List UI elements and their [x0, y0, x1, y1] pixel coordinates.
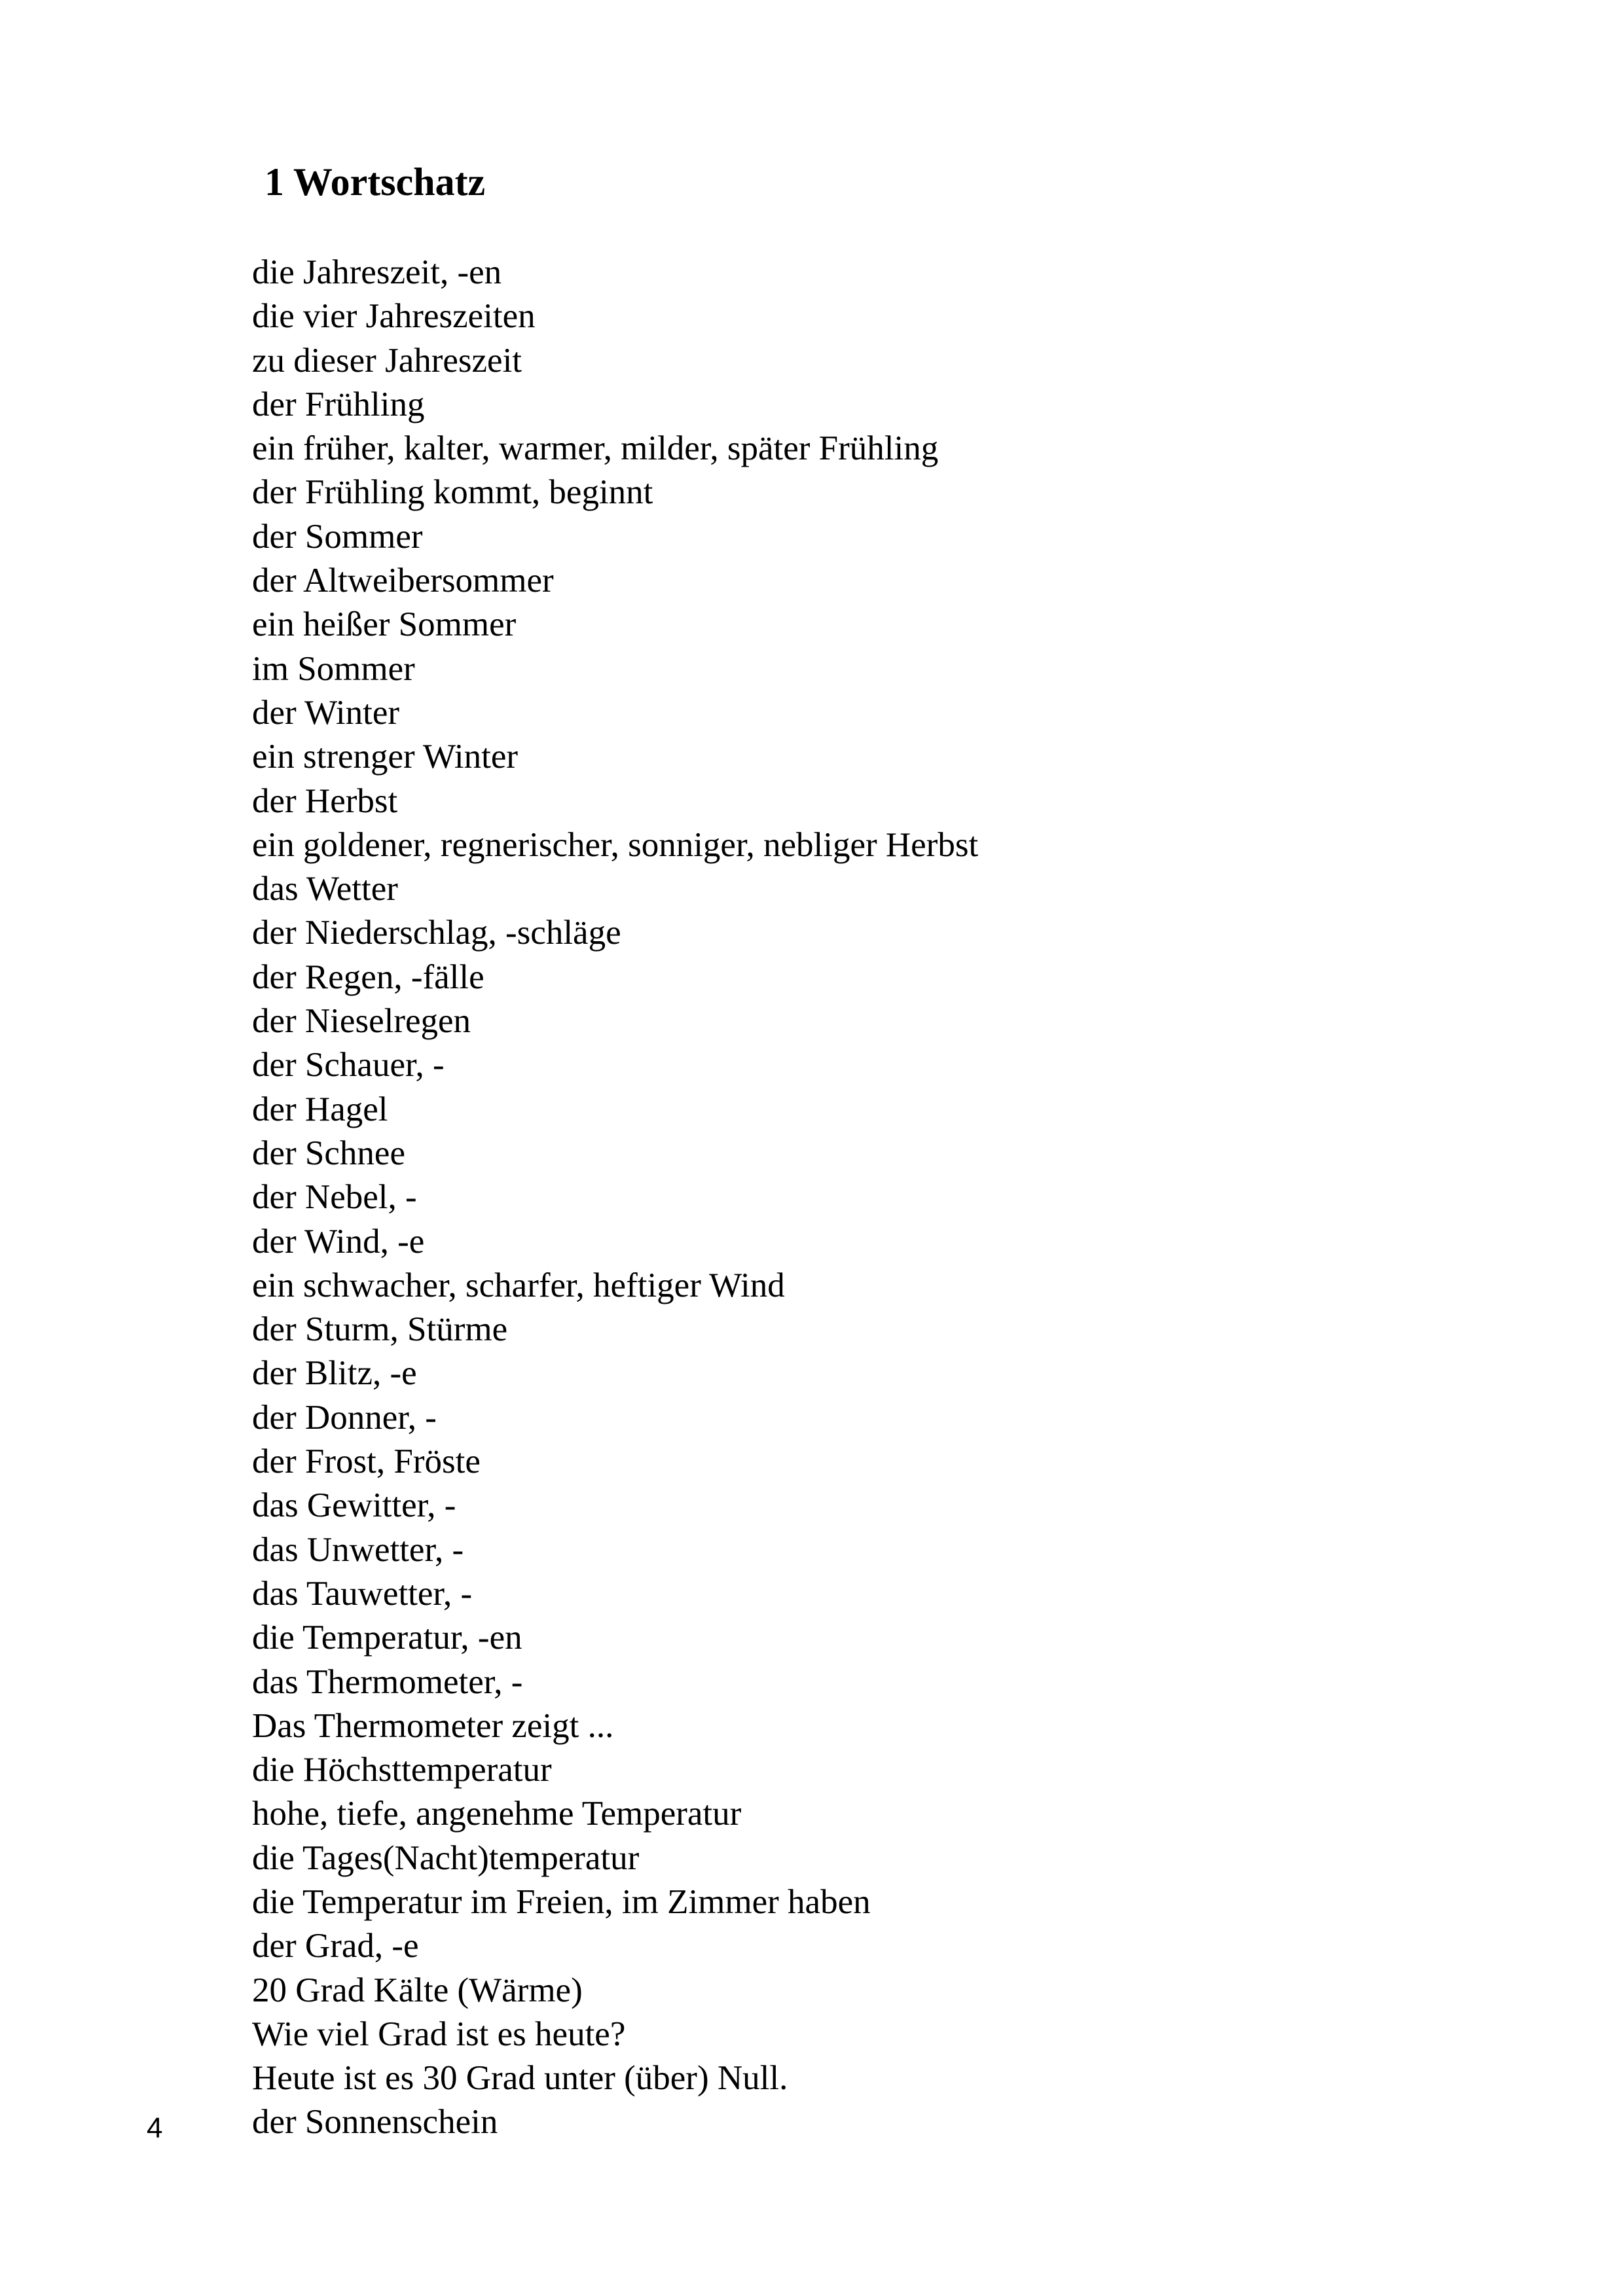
vocabulary-entry: der Grad, -e: [252, 1927, 419, 1965]
vocabulary-entry: der Nieselregen: [252, 1002, 471, 1041]
vocabulary-entry: hohe, tiefe, angenehme Temperatur: [252, 1795, 742, 1833]
vocabulary-entry: der Altweibersommer: [252, 562, 554, 600]
vocabulary-entry: der Regen, -fälle: [252, 958, 484, 996]
vocabulary-entry: die Höchsttemperatur: [252, 1751, 552, 1789]
vocabulary-entry: der Frost, Fröste: [252, 1443, 481, 1481]
vocabulary-entry: der Schnee: [252, 1134, 405, 1172]
vocabulary-entry: der Blitz, -e: [252, 1354, 417, 1393]
vocabulary-entry: der Sturm, Stürme: [252, 1310, 508, 1349]
vocabulary-entry: der Niederschlag, -schläge: [252, 914, 621, 952]
vocabulary-list: [252, 251, 978, 2145]
vocabulary-entry: die vier Jahreszeiten: [252, 297, 536, 336]
vocabulary-entry: im Sommer: [252, 649, 415, 688]
vocabulary-entry: 20 Grad Kälte (Wärme): [252, 1971, 583, 2009]
vocabulary-entry: die Jahreszeit, -en: [252, 253, 502, 291]
vocabulary-entry: ein strenger Winter: [252, 738, 519, 776]
vocabulary-entry: das Tauwetter, -: [252, 1574, 473, 1613]
vocabulary-entry: der Hagel: [252, 1090, 388, 1128]
vocabulary-entry: der Sommer: [252, 517, 423, 556]
vocabulary-entry: das Wetter: [252, 870, 398, 908]
vocabulary-entry: die Temperatur, -en: [252, 1619, 522, 1657]
vocabulary-entry: die Temperatur im Freien, im Zimmer haben: [252, 1882, 871, 1921]
vocabulary-entry: das Thermometer, -: [252, 1662, 523, 1701]
vocabulary-entry: der Winter: [252, 693, 399, 732]
vocabulary-entry: das Unwetter, -: [252, 1530, 464, 1569]
vocabulary-entry: Heute ist es 30 Grad unter (über) Null.: [252, 2059, 788, 2098]
vocabulary-entry: die Tages(Nacht)temperatur: [252, 1839, 640, 1877]
vocabulary-entry: ein goldener, regnerischer, sonniger, nebliger Herbst: [252, 825, 979, 864]
vocabulary-entry: ein heißer Sommer: [252, 605, 517, 644]
vocabulary-entry: der Donner, -: [252, 1398, 437, 1437]
vocabulary-entry: der Frühling kommt, beginnt: [252, 473, 653, 512]
section-title: 1 Wortschatz: [264, 160, 486, 204]
vocabulary-entry: ein früher, kalter, warmer, milder, später Frühling: [252, 429, 939, 468]
vocabulary-entry: ein schwacher, scharfer, heftiger Wind: [252, 1266, 785, 1304]
vocabulary-entry: Das Thermometer zeigt ...: [252, 1706, 614, 1745]
vocabulary-entry: Wie viel Grad ist es heute?: [252, 2015, 626, 2053]
page-number: 4: [147, 2112, 163, 2144]
vocabulary-entry: der Schauer, -: [252, 1046, 445, 1085]
vocabulary-entry: der Wind, -e: [252, 1222, 425, 1261]
vocabulary-entry: der Sonnenschein: [252, 2103, 498, 2142]
vocabulary-entry: der Frühling: [252, 385, 425, 423]
vocabulary-entry: das Gewitter, -: [252, 1486, 456, 1525]
vocabulary-entry: der Nebel, -: [252, 1178, 417, 1217]
vocabulary-entry: zu dieser Jahreszeit: [252, 341, 522, 380]
vocabulary-entry: der Herbst: [252, 781, 398, 820]
